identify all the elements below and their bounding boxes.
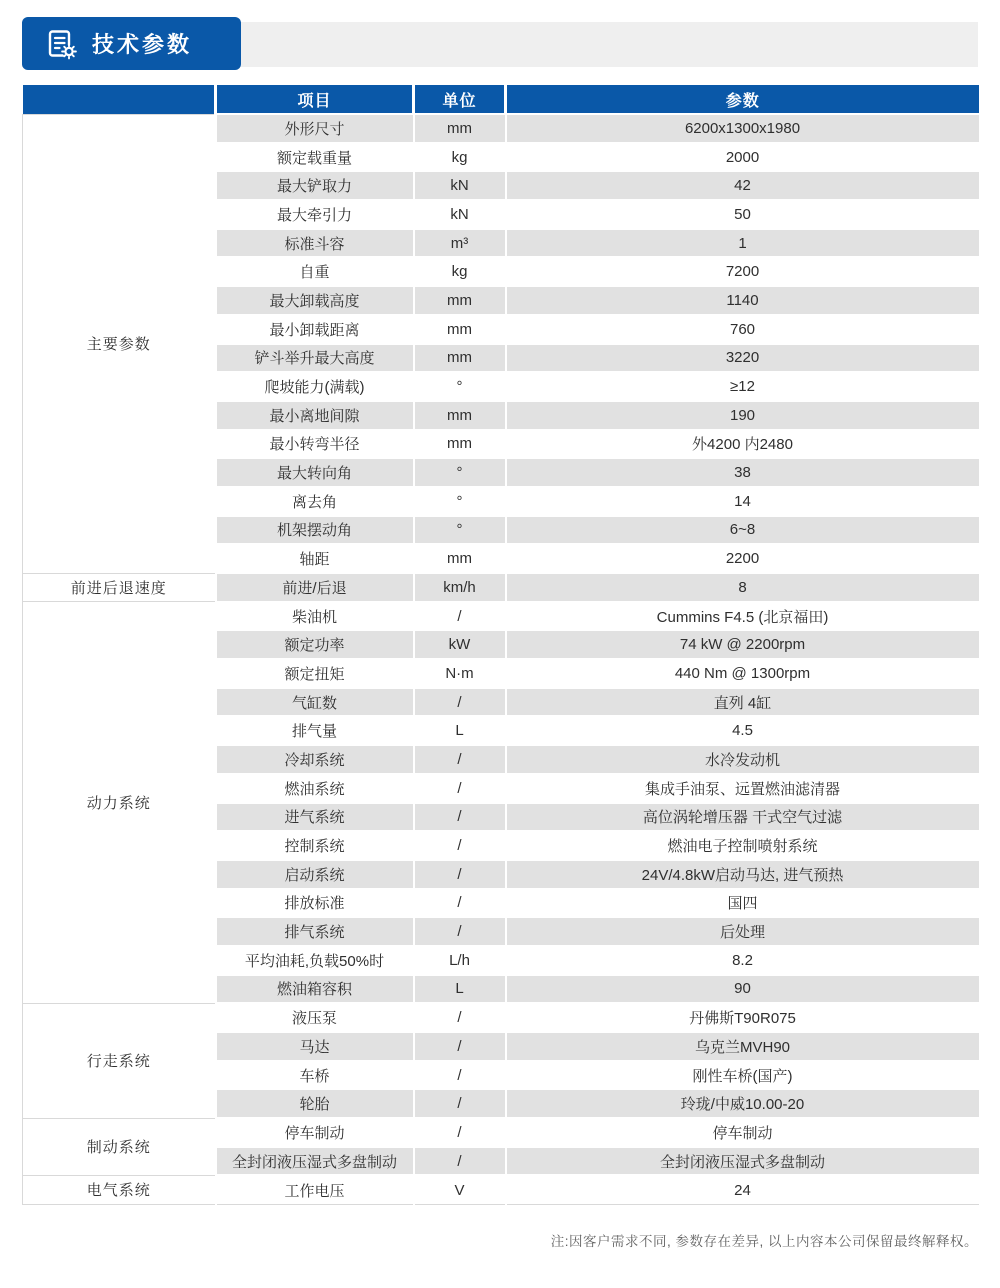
value-cell: 50: [506, 200, 979, 229]
item-cell: 气缸数: [216, 688, 414, 717]
unit-cell: /: [414, 602, 506, 631]
value-cell: 24: [506, 1175, 979, 1204]
item-cell: 最大转向角: [216, 458, 414, 487]
unit-cell: mm: [414, 315, 506, 344]
value-cell: 停车制动: [506, 1118, 979, 1147]
item-cell: 爬坡能力(满载): [216, 372, 414, 401]
value-cell: 6~8: [506, 516, 979, 545]
value-cell: 燃油电子控制喷射系统: [506, 831, 979, 860]
value-cell: 2200: [506, 544, 979, 573]
value-cell: 国四: [506, 889, 979, 918]
unit-cell: /: [414, 688, 506, 717]
unit-cell: L: [414, 975, 506, 1004]
value-cell: 8: [506, 573, 979, 602]
item-cell: 工作电压: [216, 1175, 414, 1204]
unit-cell: kg: [414, 257, 506, 286]
unit-cell: kg: [414, 143, 506, 172]
value-cell: 玲珑/中威10.00-20: [506, 1089, 979, 1118]
spec-table: [22, 85, 979, 1205]
item-cell: 最大牵引力: [216, 200, 414, 229]
item-cell: 外形尺寸: [216, 114, 414, 143]
value-cell: 高位涡轮增压器 干式空气过滤: [506, 803, 979, 832]
value-cell: 刚性车桥(国产): [506, 1061, 979, 1090]
item-cell: 平均油耗,负载50%时: [216, 946, 414, 975]
table-row: [23, 114, 979, 143]
item-cell: 铲斗举升最大高度: [216, 344, 414, 373]
unit-cell: km/h: [414, 573, 506, 602]
value-cell: 直列 4缸: [506, 688, 979, 717]
unit-cell: mm: [414, 544, 506, 573]
value-cell: 全封闭液压湿式多盘制动: [506, 1147, 979, 1176]
unit-cell: mm: [414, 344, 506, 373]
value-cell: 14: [506, 487, 979, 516]
table-row: [23, 1003, 979, 1032]
value-cell: 4.5: [506, 716, 979, 745]
item-cell: 最大铲取力: [216, 171, 414, 200]
group-label: 电气系统: [23, 1175, 216, 1204]
unit-cell: /: [414, 774, 506, 803]
value-cell: 8.2: [506, 946, 979, 975]
unit-cell: /: [414, 917, 506, 946]
table-row: [23, 573, 979, 602]
gear-glyph: [62, 44, 76, 58]
unit-cell: mm: [414, 430, 506, 459]
value-cell: 集成手油泵、远置燃油滤清器: [506, 774, 979, 803]
item-cell: 燃油系统: [216, 774, 414, 803]
value-cell: 190: [506, 401, 979, 430]
value-cell: 42: [506, 171, 979, 200]
value-cell: 7200: [506, 257, 979, 286]
group-label: 主要参数: [23, 114, 216, 573]
value-cell: 24V/4.8kW启动马达, 进气预热: [506, 860, 979, 889]
header-cell: 项目: [216, 85, 414, 114]
unit-cell: °: [414, 487, 506, 516]
item-cell: 前进/后退: [216, 573, 414, 602]
item-cell: 额定载重量: [216, 143, 414, 172]
item-cell: 冷却系统: [216, 745, 414, 774]
spec-sheet-gear-icon: [46, 28, 78, 60]
value-cell: ≥12: [506, 372, 979, 401]
item-cell: 最小卸载距离: [216, 315, 414, 344]
item-cell: 排放标准: [216, 889, 414, 918]
spec-table-container: [22, 85, 978, 1205]
unit-cell: /: [414, 1003, 506, 1032]
value-cell: 3220: [506, 344, 979, 373]
value-cell: 760: [506, 315, 979, 344]
item-cell: 液压泵: [216, 1003, 414, 1032]
item-cell: 停车制动: [216, 1118, 414, 1147]
spec-table-header: [23, 85, 979, 114]
value-cell: 丹佛斯T90R075: [506, 1003, 979, 1032]
item-cell: 启动系统: [216, 860, 414, 889]
unit-cell: L/h: [414, 946, 506, 975]
page-title: 技术参数: [92, 32, 193, 57]
unit-cell: L: [414, 716, 506, 745]
header-cell: 参数: [506, 85, 979, 114]
unit-cell: mm: [414, 401, 506, 430]
value-cell: 后处理: [506, 917, 979, 946]
unit-cell: m³: [414, 229, 506, 258]
section-title-banner: [22, 17, 241, 70]
unit-cell: /: [414, 745, 506, 774]
unit-cell: /: [414, 1061, 506, 1090]
table-row: [23, 602, 979, 631]
item-cell: 最大卸载高度: [216, 286, 414, 315]
value-cell: 74 kW @ 2200rpm: [506, 630, 979, 659]
item-cell: 马达: [216, 1032, 414, 1061]
item-cell: 轴距: [216, 544, 414, 573]
item-cell: 车桥: [216, 1061, 414, 1090]
value-cell: 2000: [506, 143, 979, 172]
item-cell: 全封闭液压湿式多盘制动: [216, 1147, 414, 1176]
value-cell: 外4200 内2480: [506, 430, 979, 459]
unit-cell: /: [414, 889, 506, 918]
unit-cell: /: [414, 831, 506, 860]
item-cell: 最小转弯半径: [216, 430, 414, 459]
table-row: [23, 1175, 979, 1204]
unit-cell: /: [414, 860, 506, 889]
value-cell: 1140: [506, 286, 979, 315]
unit-cell: kW: [414, 630, 506, 659]
value-cell: 6200x1300x1980: [506, 114, 979, 143]
unit-cell: /: [414, 1089, 506, 1118]
unit-cell: °: [414, 516, 506, 545]
item-cell: 燃油箱容积: [216, 975, 414, 1004]
group-label: 动力系统: [23, 602, 216, 1004]
item-cell: 控制系统: [216, 831, 414, 860]
item-cell: 额定扭矩: [216, 659, 414, 688]
unit-cell: /: [414, 1032, 506, 1061]
group-label: 前进后退速度: [23, 573, 216, 602]
header-cell-corner: [23, 85, 216, 114]
header-cell: 单位: [414, 85, 506, 114]
value-cell: 440 Nm @ 1300rpm: [506, 659, 979, 688]
item-cell: 机架摆动角: [216, 516, 414, 545]
item-cell: 离去角: [216, 487, 414, 516]
table-row: [23, 1118, 979, 1147]
unit-cell: V: [414, 1175, 506, 1204]
unit-cell: /: [414, 1118, 506, 1147]
item-cell: 额定功率: [216, 630, 414, 659]
item-cell: 进气系统: [216, 803, 414, 832]
unit-cell: °: [414, 372, 506, 401]
unit-cell: /: [414, 803, 506, 832]
item-cell: 排气系统: [216, 917, 414, 946]
value-cell: Cummins F4.5 (北京福田): [506, 602, 979, 631]
value-cell: 水冷发动机: [506, 745, 979, 774]
value-cell: 90: [506, 975, 979, 1004]
unit-cell: /: [414, 1147, 506, 1176]
unit-cell: mm: [414, 286, 506, 315]
value-cell: 乌克兰MVH90: [506, 1032, 979, 1061]
unit-cell: °: [414, 458, 506, 487]
value-cell: 1: [506, 229, 979, 258]
group-label: 制动系统: [23, 1118, 216, 1175]
item-cell: 最小离地间隙: [216, 401, 414, 430]
item-cell: 标准斗容: [216, 229, 414, 258]
unit-cell: kN: [414, 171, 506, 200]
disclaimer-note: 注:因客户需求不同, 参数存在差异, 以上内容本公司保留最终解释权。: [550, 1234, 978, 1249]
group-label: 行走系统: [23, 1003, 216, 1118]
item-cell: 自重: [216, 257, 414, 286]
unit-cell: kN: [414, 200, 506, 229]
unit-cell: N·m: [414, 659, 506, 688]
item-cell: 轮胎: [216, 1089, 414, 1118]
item-cell: 排气量: [216, 716, 414, 745]
item-cell: 柴油机: [216, 602, 414, 631]
unit-cell: mm: [414, 114, 506, 143]
value-cell: 38: [506, 458, 979, 487]
